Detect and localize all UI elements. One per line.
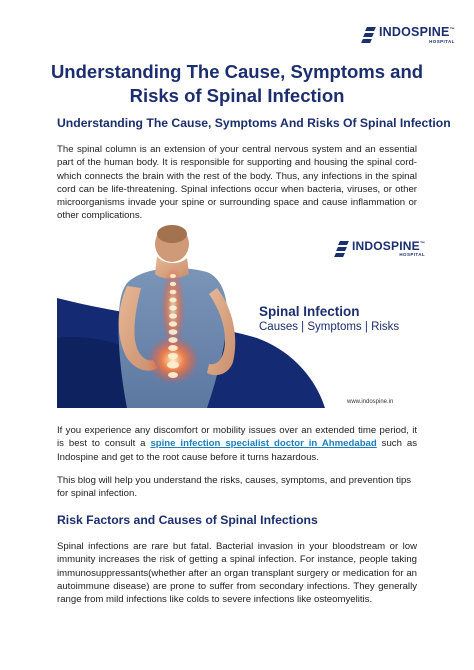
spinal-infection-banner: [57, 228, 426, 408]
blog-paragraph: This blog will help you understand the risks, causes, symptoms, and prevention tips for spinal infection.: [57, 475, 412, 500]
section-heading: Risk Factors and Causes of Spinal Infections: [57, 513, 318, 527]
logo-mark-icon: [362, 27, 376, 43]
consult-text-before: If you experience any discomfort or mobility issues over an extended time period, it is best to consult a: [57, 425, 417, 450]
banner-logo-brand: INDOSPINE™: [352, 239, 426, 253]
banner-subtitle: Causes | Symptoms | Risks: [259, 321, 400, 333]
banner-url: www.indospine.in: [347, 399, 394, 405]
risk-paragraph: Spinal infections are rare but fatal. Bacterial invasion in your bloodstream or low immunity increases the risk of getting a spinal infection. For instance, people taking immunosuppressants(whether after an organ transplant surgery or medication for an autoimmune disease) are prone to suffer from secondary infections. They generally range from mild infections like colds to severe infections like osteomyelitis.: [57, 541, 417, 606]
page-title: Understanding The Cause, Symptoms and Risks of Spinal Infection: [50, 61, 424, 106]
page-subtitle: Understanding The Cause, Symptoms And Risks Of Spinal Infection: [57, 116, 451, 130]
consult-text-after: such as Indospine and get to the root cause before it turns hazardous.: [57, 438, 417, 463]
intro-paragraph: The spinal column is an extension of your central nervous system and an essential part of the human body. It is responsible for supporting and housing the spinal cord- which connects the brain with the rest of the body. Thus, any infections in the spinal cord can be life-threatening. Spinal infections occur when bacteria, viruses, or other microorganisms invade your spine or surrounding space and cause inflammation or other complications.: [57, 144, 417, 222]
logo-brand: INDOSPINE™: [379, 25, 455, 39]
consult-paragraph: [57, 424, 417, 464]
banner-title: Spinal Infection: [259, 304, 360, 319]
logo-sub: HOSPITAL: [429, 38, 455, 44]
header-logo: [362, 26, 455, 44]
banner-logo: [335, 240, 425, 258]
banner-logo-mark-icon: [335, 241, 349, 257]
banner-logo-sub: HOSPITAL: [399, 252, 426, 257]
specialist-doctor-link[interactable]: spine infection specialist doctor in Ahmedabad: [150, 438, 377, 450]
